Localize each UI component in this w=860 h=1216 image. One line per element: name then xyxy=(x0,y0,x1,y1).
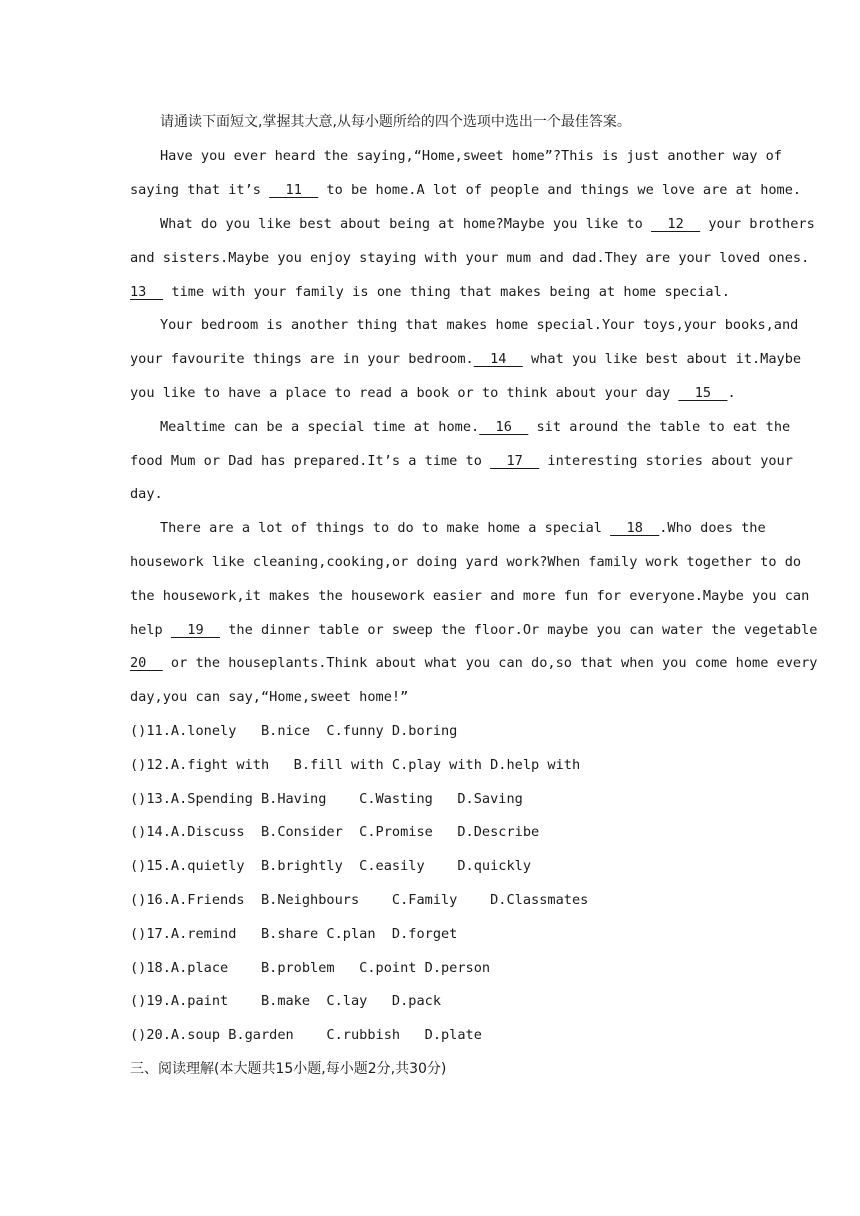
blank-14: 14 xyxy=(473,351,523,367)
passage-line: Mealtime can be a special time at home. 16 sit around the table to eat the xyxy=(160,419,791,435)
passage-line: housework like cleaning,cooking,or doing yard work?When family work together to do xyxy=(130,554,802,570)
passage-line: Have you ever heard the saying,“Home,sweet home”?This is just another way of xyxy=(160,148,782,164)
passage-line: food Mum or Dad has prepared.It’s a time to 17 interesting stories about your xyxy=(130,453,793,469)
blank-19: 19 xyxy=(170,622,221,638)
passage-line: and sisters.Maybe you enjoy staying with your mum and dad.They are your loved ones. xyxy=(130,250,810,266)
option-row-17: ()17.A.remind B.share C.plan D.forget xyxy=(130,926,458,942)
blank-11: 11 xyxy=(269,182,319,198)
option-row-14: ()14.A.Discuss B.Consider C.Promise D.Describe xyxy=(130,824,540,840)
blank-18: 18 xyxy=(610,520,660,536)
blank-13: 13 xyxy=(130,284,164,300)
passage-line: help 19 the dinner table or sweep the floor.Or maybe you can water the vegetable xyxy=(130,622,818,638)
option-row-20: ()20.A.soup B.garden C.rubbish D.plate xyxy=(130,1027,482,1043)
option-row-13: ()13.A.Spending B.Having C.Wasting D.Saving xyxy=(130,791,523,807)
blank-16: 16 xyxy=(479,419,529,435)
passage-line: saying that it’s 11 to be home.A lot of people and things we love are at home. xyxy=(130,182,802,198)
option-row-16: ()16.A.Friends B.Neighbours C.Family D.Classmates xyxy=(130,892,589,908)
option-row-18: ()18.A.place B.problem C.point D.person xyxy=(130,960,491,976)
passage-line: day. xyxy=(130,486,163,502)
option-row-12: ()12.A.fight with B.fill with C.play with D.help with xyxy=(130,757,581,773)
option-row-15: ()15.A.quietly B.brightly C.easily D.quickly xyxy=(130,858,532,874)
passage-line: 20 or the houseplants.Think about what you can do,so that when you come home every xyxy=(130,655,818,671)
section-heading: 三、阅读理解(本大题共15小题,每小题2分,共30分) xyxy=(130,1061,447,1077)
passage-line: day,you can say,“Home,sweet home!” xyxy=(130,689,409,705)
passage-line: the housework,it makes the housework easier and more fun for everyone.Maybe you can xyxy=(130,588,810,604)
passage-line: your favourite things are in your bedroom. 14 what you like best about it.Maybe xyxy=(130,351,802,367)
passage-line: 13 time with your family is one thing that makes being at home special. xyxy=(130,284,730,300)
passage-line: you like to have a place to read a book or to think about your day 15 . xyxy=(130,385,736,401)
blank-12: 12 xyxy=(651,216,701,232)
instruction: 请通读下面短文,掌握其大意,从每小题所给的四个选项中选出一个最佳答案。 xyxy=(160,114,631,130)
passage-line: Your bedroom is another thing that makes home special.Your toys,your books,and xyxy=(160,317,799,333)
passage-line: There are a lot of things to do to make home a special 18 .Who does the xyxy=(160,520,766,536)
option-row-19: ()19.A.paint B.make C.lay D.pack xyxy=(130,993,441,1009)
blank-15: 15 xyxy=(678,385,728,401)
blank-20: 20 xyxy=(130,655,163,671)
blank-17: 17 xyxy=(490,453,540,469)
option-row-11: ()11.A.lonely B.nice C.funny D.boring xyxy=(130,723,458,739)
passage-line: What do you like best about being at home?Maybe you like to 12 your brothers xyxy=(160,216,815,232)
